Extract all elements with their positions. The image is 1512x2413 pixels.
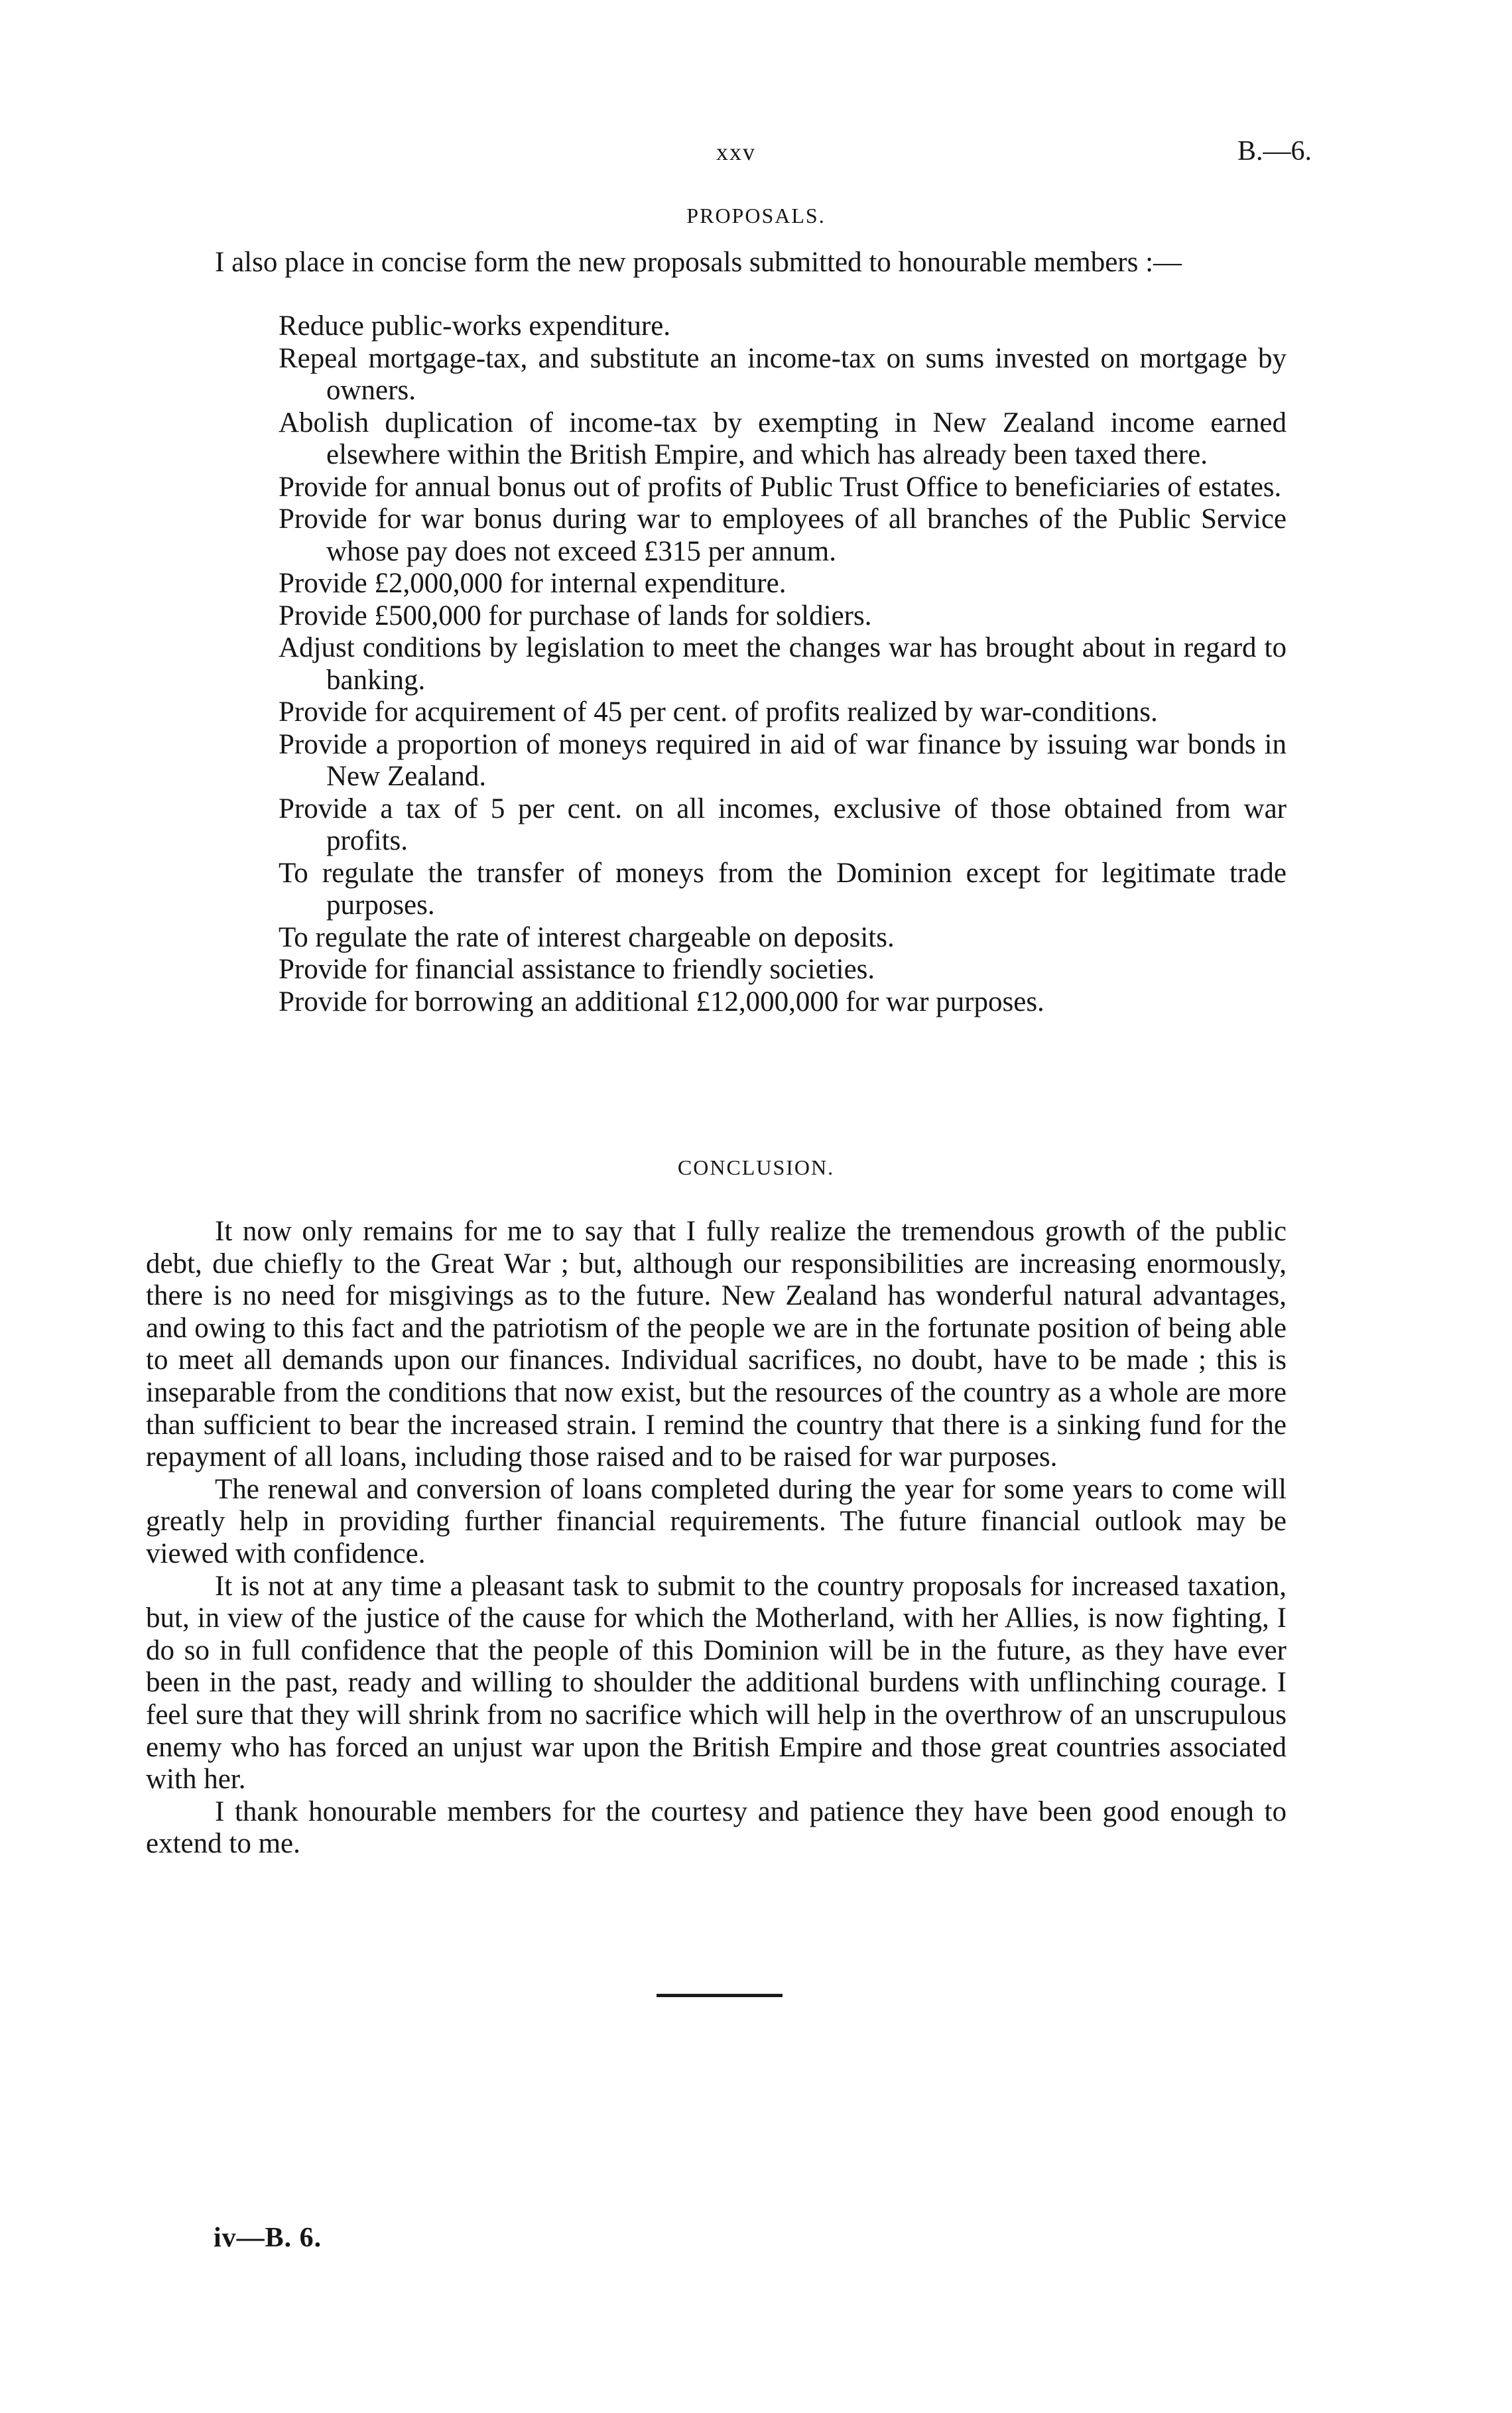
conclusion-paragraph: The renewal and conversion of loans completed during the year for some years to come will greatly help in providing further financial requirements. The future financial outlook may be viewed with confidence.	[146, 1473, 1287, 1569]
proposal-item: To regulate the transfer of moneys from the Dominion except for legitimate trade purposes.	[279, 857, 1287, 921]
document-reference: B.—6.	[1237, 136, 1312, 166]
proposals-list	[279, 310, 1287, 1018]
proposal-item: Provide for financial assistance to friendly societies.	[279, 954, 875, 985]
proposal-item: Provide a tax of 5 per cent. on all incomes, exclusive of those obtained from war profits.	[279, 793, 1287, 856]
conclusion-paragraph: It now only remains for me to say that I fully realize the tremendous growth of the public debt, due chiefly to the Great War ; but, although our responsibilities are increasing enormously, there is no need for misgivings as to the future. New Zealand has wonderful natural advantages, and owing to this fact and the patriotism of the people we are in the fortunate position of being able to meet all demands upon our finances. Individual sacrifices, no doubt, have to be made ; this is inseparable from the conditions that now exist, but the resources of the country as a whole are more than sufficient to bear the increased strain. I remind the country that there is a sinking fund for the repayment of all loans, including those raised and to be raised for war purposes.	[146, 1216, 1287, 1473]
proposals-heading: PROPOSALS.	[686, 204, 826, 228]
page-number: xxv	[716, 139, 756, 165]
proposal-item: Provide £500,000 for purchase of lands for soldiers.	[279, 600, 872, 631]
proposal-item: Abolish duplication of income-tax by exempting in New Zealand income earned elsewhere within the British Empire, and which has already been taxed there.	[279, 407, 1287, 470]
proposal-item: Reduce public-works expenditure.	[279, 310, 671, 342]
conclusion-heading: CONCLUSION.	[677, 1155, 835, 1179]
conclusion-paragraph: It is not at any time a pleasant task to submit to the country proposals for increased taxation, but, in view of the justice of the cause for which the Motherland, with her Allies, is now fighting, I do so in full confidence that the people of this Dominion will be in the future, as they have ever been in the past, ready and willing to shoulder the additional burdens with unflinching courage. I feel sure that they will shrink from no sacrifice which will help in the overthrow of an unscrupulous enemy who has forced an unjust war upon the British Empire and those great countries associated with her.	[146, 1570, 1287, 1795]
proposal-item: Provide for annual bonus out of profits of Public Trust Office to beneficiaries of estates.	[279, 471, 1282, 503]
conclusion-body	[146, 1216, 1287, 1860]
proposal-item: Adjust conditions by legislation to meet the changes war has brought about in regard to banking.	[279, 632, 1287, 696]
proposal-item: Provide £2,000,000 for internal expenditure.	[279, 568, 787, 599]
proposal-item: Provide for war bonus during war to employees of all branches of the Public Service whose pay does not exceed £315 per annum.	[279, 503, 1287, 567]
proposal-item: Provide a proportion of moneys required in aid of war finance by issuing war bonds in New Zealand.	[279, 728, 1287, 792]
proposal-item: Provide for acquirement of 45 per cent. of profits realized by war-conditions.	[279, 696, 1158, 728]
conclusion-paragraph: I thank honourable members for the courtesy and patience they have been good enough to extend to me.	[146, 1795, 1287, 1860]
footer-signature: iv—B. 6.	[214, 2223, 322, 2253]
proposal-item: To regulate the rate of interest chargeable on deposits.	[279, 921, 895, 953]
proposal-item: Repeal mortgage-tax, and substitute an income-tax on sums invested on mortgage by owners.	[279, 342, 1287, 406]
proposal-item: Provide for borrowing an additional £12,000,000 for war purposes.	[279, 986, 1044, 1017]
proposals-intro: I also place in concise form the new proposals submitted to honourable members :—	[215, 247, 1182, 278]
closing-rule	[657, 1994, 783, 1997]
